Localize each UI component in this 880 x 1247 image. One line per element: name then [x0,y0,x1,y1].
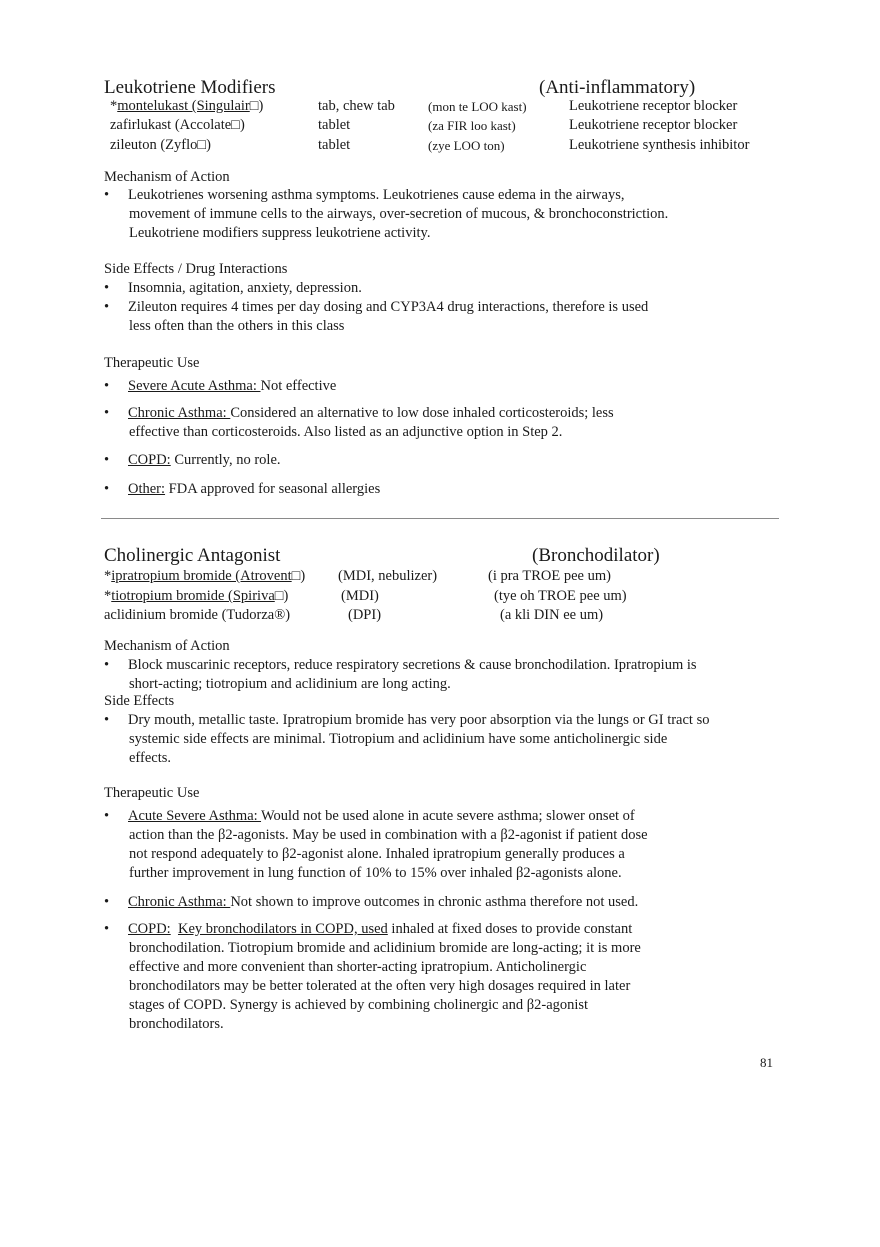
drug-pronunciation: (a kli DIN ee um) [500,607,604,623]
drug-pronunciation: (mon te LOO kast) [428,99,527,114]
drug-form: tablet [318,117,351,133]
bullet-glyph: • [104,481,110,497]
leukotriene-moa-heading: Mechanism of Action [104,169,230,185]
leukotriene-moa-bullet: • Leukotrienes worsening asthma symptoms. Leukotrienes cause edema in the airways, movement of immune cells to the airways, over-secretion of mucous, & bronchoconstriction. Leukotriene modifiers suppress leukotriene activity. [104,187,669,241]
leukotriene-tu-heading: Therapeutic Use [104,355,200,371]
drug-pronunciation: (za FIR loo kast) [428,118,516,133]
missing-glyph-box: □ [274,588,284,604]
drug-form: (MDI) [341,588,379,604]
bullet-glyph: • [104,657,110,673]
bullet-glyph: • [104,921,110,937]
bullet-glyph: • [104,808,110,824]
leukotriene-category: (Anti-inflammatory) [539,77,696,98]
drug-form: (DPI) [348,607,382,623]
missing-glyph-box: □ [197,137,207,153]
drug-aclidinium: aclidinium bromide (Tudorza®) [104,607,291,623]
drug-tiotropium: *tiotropium bromide (Spiriva□) [104,588,289,604]
cholinergic-tu-chronic: • Chronic Asthma: Not shown to improve outcomes in chronic asthma therefore not used. [104,894,639,910]
cholinergic-category: (Bronchodilator) [532,545,660,566]
missing-glyph-box: □ [249,98,259,114]
bullet-glyph: • [104,299,110,315]
leukotriene-se-bullet-1: • Insomnia, agitation, anxiety, depression. [104,280,362,296]
cholinergic-tu-acute: • Acute Severe Asthma: Would not be used alone in acute severe asthma; slower onset of action than the β2-agonists. May be used in combination with a β2-agonist if patient dose not respond adequately to β2-agonist alone. Inhaled ipratropium generally produces a further improvement in lung function of 10% to 15% over inhaled β2-agonists alone. [104,808,648,881]
bullet-glyph: • [104,280,110,296]
drug-action: Leukotriene receptor blocker [569,117,738,133]
cholinergic-tu-copd: • COPD: Key bronchodilators in COPD, used inhaled at fixed doses to provide constant bronchodilation. Tiotropium bromide and aclidinium bromide are long-acting; it is more effective and more convenient than shorter-acting ipratropium. Anticholinergic bronchodilators may be better tolerated at the often very high dosages required in later stages of COPD. Synergy is achieved by combining cholinergic and β2-agonist bronchodilators. [104,921,641,1032]
cholinergic-title: Cholinergic Antagonist [104,545,281,566]
drug-pronunciation: (zye LOO ton) [428,138,505,153]
leukotriene-tu-other: • Other: FDA approved for seasonal allergies [104,481,381,497]
leukotriene-se-heading: Side Effects / Drug Interactions [104,261,288,277]
drug-form: tab, chew tab [318,98,395,114]
section-divider [101,518,779,519]
drug-pronunciation: (tye oh TROE pee um) [494,588,627,604]
cholinergic-se-bullet: • Dry mouth, metallic taste. Ipratropium bromide has very poor absorption via the lungs or GI tract so systemic side effects are minimal. Tiotropium and aclidinium have some anticholinergic side effects. [104,712,710,766]
drug-form: tablet [318,137,351,153]
bullet-glyph: • [104,378,110,394]
drug-zafirlukast: zafirlukast (Accolate□) [110,117,245,133]
missing-glyph-box: □ [291,568,301,584]
drug-form: (MDI, nebulizer) [338,568,438,584]
cholinergic-tu-heading: Therapeutic Use [104,785,200,801]
leukotriene-tu-severe: • Severe Acute Asthma: Not effective [104,378,337,394]
leukotriene-tu-chronic: • Chronic Asthma: Considered an alternative to low dose inhaled corticosteroids; less effective than corticosteroids. Also listed as an adjunctive option in Step 2. [104,405,614,440]
missing-glyph-box: □ [231,117,240,133]
cholinergic-moa-heading: Mechanism of Action [104,638,230,654]
cholinergic-moa-bullet: • Block muscarinic receptors, reduce respiratory secretions & cause bronchodilation. Ipratropium is short-acting; tiotropium and aclidinium are long acting. [104,657,697,692]
page-number: 81 [760,1055,773,1070]
cholinergic-se-heading: Side Effects [104,693,175,709]
drug-montelukast: *montelukast (Singulair□) [110,98,264,114]
bullet-glyph: • [104,405,110,421]
leukotriene-tu-copd: • COPD: Currently, no role. [104,452,281,468]
drug-action: Leukotriene receptor blocker [569,98,738,114]
bullet-glyph: • [104,894,110,910]
bullet-glyph: • [104,712,110,728]
drug-ipratropium: *ipratropium bromide (Atrovent□) [104,568,306,584]
leukotriene-title: Leukotriene Modifiers [104,77,276,98]
drug-action: Leukotriene synthesis inhibitor [569,137,750,153]
drug-pronunciation: (i pra TROE pee um) [488,568,611,584]
bullet-glyph: • [104,187,110,203]
bullet-glyph: • [104,452,110,468]
leukotriene-se-bullet-2: • Zileuton requires 4 times per day dosing and CYP3A4 drug interactions, therefore is used less often than the others in this class [104,299,649,334]
drug-zileuton: zileuton (Zyflo□) [110,137,211,153]
